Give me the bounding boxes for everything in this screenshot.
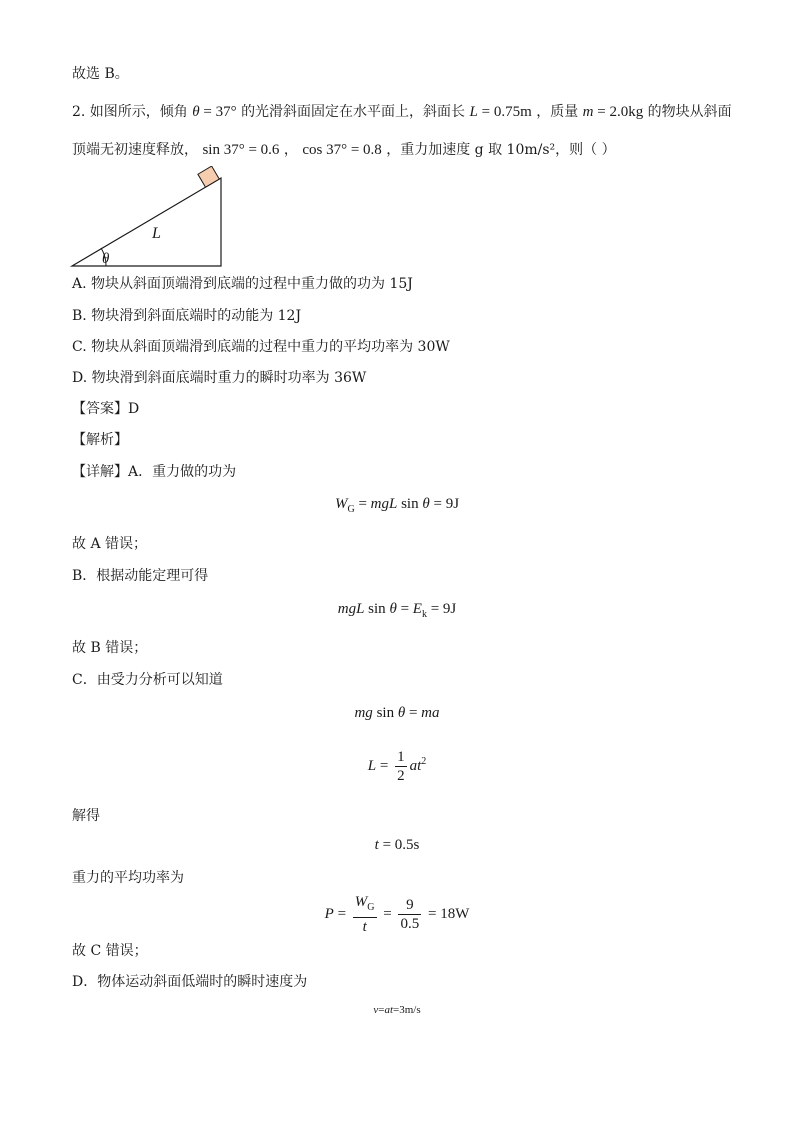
block (198, 166, 219, 187)
question-line-2 (72, 140, 616, 160)
mass-equation (583, 104, 644, 120)
mass-symbol: m (582, 104, 594, 120)
eq-a-theta: θ (422, 496, 430, 512)
question-text-a: 的光滑斜面固定在水平面上，斜面长 (241, 104, 466, 120)
eq-c1-sin: sin (372, 705, 398, 721)
question-text-c: 的物块从斜面 (647, 104, 732, 120)
eq-d-v: v (373, 1004, 379, 1016)
eq-c2-num: 1 (397, 749, 405, 765)
eq-a-W: W (334, 496, 348, 512)
detail-a-line (72, 462, 236, 482)
label-theta: θ (102, 251, 110, 267)
question-text-b: ，质量 (536, 104, 579, 120)
eq-c4-result: = 18W (424, 905, 470, 922)
eq-b-sub: k (421, 609, 427, 620)
answer-line (72, 399, 139, 419)
option-c: C. 物块从斜面顶端滑到底端的过程中重力的平均功率为 30W (72, 339, 450, 355)
question-line2-tail: ，重力加速度 g 取 10m/s²，则（ ） (386, 142, 616, 158)
question-number-text: 2. 如图所示，倾角 (72, 104, 188, 120)
conclusion-a: 故 A 错误； (72, 536, 148, 552)
block-rect (198, 166, 219, 187)
eq-a-eq: = (354, 496, 371, 512)
eq-c4-P: P (324, 905, 334, 922)
detail-b-text: B．根据动能定理可得 (72, 568, 209, 584)
mass-value: = 2.0kg (593, 104, 644, 120)
theta-equation (192, 104, 236, 120)
analysis-tag: 【解析】 (72, 432, 128, 448)
length-equation (470, 104, 532, 120)
incline-triangle (72, 178, 221, 266)
detail-c-text: C．由受力分析可以知道 (72, 672, 223, 688)
option-b: B. 物块滑到斜面底端时的动能为 12J (72, 308, 302, 324)
answer-value: D (128, 401, 140, 417)
eq-c2-den: 2 (397, 768, 405, 784)
label-L: L (152, 225, 161, 242)
equation-force (0, 705, 794, 722)
eq-c4-sub: G (367, 902, 375, 913)
eq-c3-result: = 0.5s (378, 837, 420, 853)
eq-c2-fraction (395, 748, 407, 785)
eq-c4-den2: 0.5 (400, 916, 420, 932)
option-a: A. 物块从斜面顶端滑到底端的过程中重力做的功为 15J (72, 276, 413, 292)
eq-c3-t: t (374, 837, 379, 853)
eq-b-E: E (412, 601, 422, 617)
equation-kinetic (0, 601, 794, 620)
eq-c4-num2: 9 (398, 896, 421, 915)
eq-c4-frac1 (353, 893, 377, 936)
detail-d-text: D．物体运动斜面低端时的瞬时速度为 (72, 974, 308, 990)
answer-tag: 【答案】 (72, 401, 128, 417)
eq-c4-eq: = (333, 905, 350, 922)
sin-value: sin 37° = 0.6 (202, 142, 280, 158)
eq-c4-den1: t (362, 919, 367, 935)
question-line2-text: 顶端无初速度释放， (72, 142, 198, 158)
eq-d-eq: = (378, 1004, 385, 1016)
eq-c4-W: W (354, 894, 368, 910)
eq-b-sin: sin (364, 601, 390, 617)
eq-b-eq: = (396, 601, 413, 617)
conclusion-b: 故 B 错误； (72, 640, 148, 656)
eq-b-result: = 9J (426, 601, 457, 617)
eq-c1-mg: mg (354, 705, 373, 721)
eq-c1-eq: = (405, 705, 422, 721)
previous-answer: 故选 B。 (72, 66, 129, 82)
cos-value: cos 37° = 0.8 (302, 142, 382, 158)
eq-c1-theta: θ (397, 705, 406, 721)
theta-value: = 37° (199, 104, 237, 120)
eq-c2-sup: 2 (421, 755, 427, 767)
question-line-1 (72, 102, 732, 122)
separator: ， (283, 142, 298, 158)
detail-a-text: A．重力做的功为 (128, 464, 237, 480)
equation-avg-power (0, 893, 794, 936)
eq-c4-num1 (353, 893, 377, 918)
eq-b-theta: θ (389, 601, 397, 617)
jiede-text: 解得 (72, 808, 100, 824)
equation-velocity (0, 1004, 794, 1016)
avg-power-text: 重力的平均功率为 (72, 870, 184, 886)
option-d: D. 物块滑到斜面底端时重力的瞬时功率为 36W (72, 370, 367, 386)
equation-displacement (0, 748, 794, 785)
eq-a-result: = 9J (429, 496, 460, 512)
conclusion-c: 故 C 错误； (72, 943, 148, 959)
eq-c1-ma: ma (421, 705, 440, 721)
length-value: = 0.75m (477, 104, 532, 120)
detail-tag: 【详解】 (72, 464, 128, 480)
eq-a-mgL: mgL (370, 496, 398, 512)
incline-figure (68, 166, 228, 270)
eq-d-result: =3m/s (393, 1004, 421, 1016)
eq-a-sub: G (347, 504, 355, 515)
equation-work (0, 496, 794, 515)
length-symbol: L (469, 104, 478, 120)
eq-b-mgL: mgL (337, 601, 365, 617)
eq-a-sin: sin (397, 496, 423, 512)
eq-c2-L: L (367, 757, 377, 774)
equation-time (0, 837, 794, 854)
eq-c2-at: at (409, 757, 422, 774)
eq-c4-eq2: = (379, 905, 396, 922)
eq-c2-eq: = (376, 757, 393, 774)
eq-c4-frac2 (398, 896, 421, 933)
theta-symbol: θ (192, 104, 200, 120)
eq-d-at: at (384, 1004, 394, 1016)
